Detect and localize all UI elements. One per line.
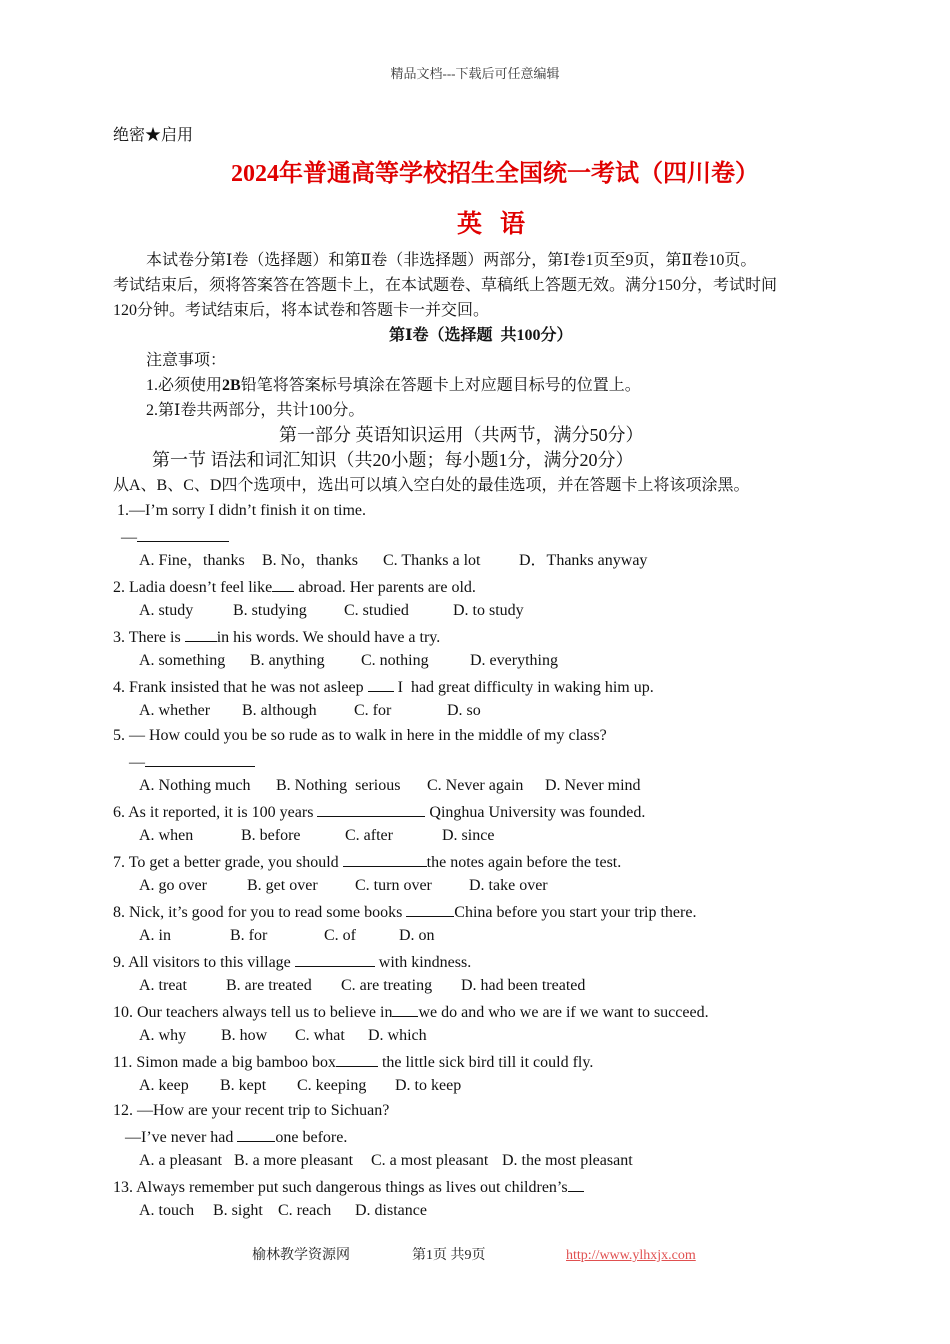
answer-blank <box>237 1126 275 1142</box>
question-4-stem-a: 4. Frank insisted that he was not asleep <box>113 679 368 696</box>
intro-line-2: 考试结束后，须将答案答在答题卡上，在本试题卷、草稿纸上答题无效。满分150分，考试时间 <box>113 277 778 294</box>
question-10-option-a: A. why <box>139 1027 187 1044</box>
question-2-stem-b: abroad. Her parents are old. <box>294 579 476 596</box>
question-1-option-b: B. No，thanks <box>262 552 359 569</box>
answer-blank <box>336 1051 378 1067</box>
question-12-option-d: D. the most pleasant <box>502 1152 633 1169</box>
answer-blank <box>185 626 217 642</box>
answer-blank <box>368 676 394 692</box>
question-1-option-d: D．Thanks anyway <box>519 552 648 569</box>
question-1-option-a: A. Fine，thanks <box>139 552 245 569</box>
question-7-stem-a: 7. To get a better grade, you should <box>113 854 343 871</box>
question-10-stem-b: we do and who we are if we want to succeed. <box>418 1004 709 1021</box>
question-7-option-d: D. take over <box>469 877 548 894</box>
question-3-stem <box>113 626 440 648</box>
question-13-stem-a: 13. Always remember put such dangerous things as lives out children’s <box>113 1179 568 1196</box>
question-13-stem <box>113 1176 584 1198</box>
question-2-option-b: B. studying <box>233 602 307 619</box>
question-11-option-d: D. to keep <box>395 1077 462 1094</box>
note-1-post: 铅笔将答案标号填涂在答题卡上对应题目标号的位置上。 <box>240 377 641 394</box>
question-2-option-d: D. to study <box>453 602 524 619</box>
question-6-option-d: D. since <box>442 827 495 844</box>
question-3-stem-b: in his words. We should have a try. <box>216 629 441 646</box>
question-7-stem-b: the notes again before the test. <box>426 854 622 871</box>
question-4-option-d: D. so <box>447 702 481 719</box>
question-8-stem-a: 8. Nick, it’s good for you to read some books <box>113 904 407 921</box>
question-9-option-d: D. had been treated <box>461 977 586 994</box>
question-3-option-b: B. anything <box>250 652 325 669</box>
question-10-option-d: D. which <box>368 1027 427 1044</box>
question-9-stem <box>113 951 471 973</box>
question-2-option-a: A. study <box>139 602 194 619</box>
question-4-stem-b: I had great difficulty in waking him up. <box>393 679 654 696</box>
question-9-option-a: A. treat <box>139 977 187 994</box>
exam-title: 2024年普通高等学校招生全国统一考试（四川卷） <box>231 161 759 187</box>
question-13-option-b: B. sight <box>213 1202 263 1219</box>
question-4-stem <box>113 676 654 698</box>
question-6-stem <box>113 801 645 823</box>
question-5-option-b: B. Nothing serious <box>276 777 401 794</box>
part1-heading: 第Ⅰ卷（选择题 共100分） <box>389 327 573 344</box>
question-2-stem <box>113 576 476 598</box>
section-1-heading: 第一部分 英语知识运用（共两节，满分50分） <box>279 425 644 445</box>
question-4-option-c: C. for <box>354 702 392 719</box>
question-12-reply-a: —I’ve never had <box>125 1129 238 1146</box>
question-12-reply <box>125 1126 347 1148</box>
question-5-stem: 5. — How could you be so rude as to walk in here in the middle of my class? <box>113 727 607 744</box>
question-3-option-d: D. everything <box>470 652 558 669</box>
question-7-option-b: B. get over <box>247 877 318 894</box>
question-12-option-b: B. a more pleasant <box>234 1152 354 1169</box>
note-2: 2.第Ⅰ卷共两部分，共计100分。 <box>146 402 365 419</box>
question-6-option-b: B. before <box>241 827 301 844</box>
footer-link[interactable]: http://www.ylhxjx.com <box>566 1248 696 1263</box>
question-8-stem-b: China before you start your trip there. <box>454 904 697 921</box>
question-9-stem-b: with kindness. <box>374 954 472 971</box>
question-11-option-b: B. kept <box>220 1077 267 1094</box>
intro-line-1: 本试卷分第Ⅰ卷（选择题）和第Ⅱ卷（非选择题）两部分，第Ⅰ卷1页至9页，第Ⅱ卷10页。 <box>146 252 757 269</box>
instruction: 从A、B、C、D四个选项中，选出可以填入空白处的最佳选项，并在答题卡上将该项涂黑。 <box>113 477 750 494</box>
note-1-pre: 1.必须使用 <box>146 377 223 394</box>
question-6-stem-a: 6. As it reported, it is 100 years <box>113 804 318 821</box>
question-8-option-a: A. in <box>139 927 171 944</box>
answer-blank <box>392 1001 418 1017</box>
footer-source: 榆林教学资源网 <box>252 1248 350 1263</box>
footer-page-number: 第1页 共9页 <box>412 1248 486 1263</box>
question-5-option-d: D. Never mind <box>545 777 641 794</box>
question-12-option-a: A. a pleasant <box>139 1152 223 1169</box>
question-2-option-c: C. studied <box>344 602 409 619</box>
answer-blank <box>343 851 427 867</box>
answer-blank <box>272 576 294 592</box>
question-4-option-a: A. whether <box>139 702 211 719</box>
question-2-stem-a: 2. Ladia doesn’t feel like <box>113 579 273 596</box>
question-4-option-b: B. although <box>242 702 317 719</box>
question-13-option-d: D. distance <box>355 1202 427 1219</box>
question-8-option-c: C. of <box>324 927 356 944</box>
question-12-reply-b: one before. <box>275 1129 348 1146</box>
question-6-stem-b: Qinghua University was founded. <box>425 804 646 821</box>
question-9-stem-a: 9. All visitors to this village <box>113 954 295 971</box>
question-5-dash: — <box>129 754 145 771</box>
question-1-dash: — <box>121 529 137 546</box>
question-12-option-c: C. a most pleasant <box>371 1152 489 1169</box>
question-8-stem <box>113 901 696 923</box>
answer-blank <box>317 801 425 817</box>
page-header: 精品文档---下载后可任意编辑 <box>390 66 560 81</box>
question-12-stem: 12. —How are your recent trip to Sichuan? <box>113 1102 390 1119</box>
question-9-option-b: B. are treated <box>226 977 312 994</box>
question-10-stem <box>113 1001 709 1023</box>
question-7-option-a: A. go over <box>139 877 207 894</box>
subject-title: 英语 <box>456 211 543 238</box>
question-3-stem-a: 3. There is <box>113 629 185 646</box>
question-8-option-b: B. for <box>230 927 268 944</box>
question-1-stem: 1.—I’m sorry I didn’t finish it on time. <box>117 502 367 519</box>
question-11-stem-b: the little sick bird till it could fly. <box>377 1054 594 1071</box>
answer-blank <box>145 751 255 767</box>
section-1-part-1-heading: 第一节 语法和词汇知识（共20小题；每小题1分，满分20分） <box>152 450 634 470</box>
notes-title: 注意事项： <box>146 352 227 369</box>
answer-blank <box>295 951 375 967</box>
question-11-option-a: A. keep <box>139 1077 189 1094</box>
question-9-option-c: C. are treating <box>341 977 433 994</box>
answer-blank <box>137 526 229 542</box>
question-10-option-c: C. what <box>295 1027 345 1044</box>
question-5-option-c: C. Never again <box>427 777 524 794</box>
question-5-option-a: A. Nothing much <box>139 777 251 794</box>
question-10-option-b: B. how <box>221 1027 268 1044</box>
question-6-option-a: A. when <box>139 827 194 844</box>
question-5-reply <box>129 751 255 773</box>
question-1-reply <box>121 526 229 548</box>
question-3-option-a: A. something <box>139 652 226 669</box>
answer-blank <box>568 1176 584 1192</box>
question-1-option-c: C. Thanks a lot <box>383 552 481 569</box>
question-11-stem-a: 11. Simon made a big bamboo box <box>113 1054 336 1071</box>
question-13-option-c: C. reach <box>278 1202 332 1219</box>
question-3-option-c: C. nothing <box>361 652 429 669</box>
question-7-option-c: C. turn over <box>355 877 432 894</box>
answer-blank <box>406 901 454 917</box>
note-1 <box>146 376 641 396</box>
intro-line-3: 120分钟。考试结束后，将本试卷和答题卡一并交回。 <box>113 302 490 319</box>
question-13-option-a: A. touch <box>139 1202 195 1219</box>
note-1-bold: 2B <box>222 377 241 394</box>
question-8-option-d: D. on <box>399 927 435 944</box>
question-11-option-c: C. keeping <box>297 1077 367 1094</box>
question-6-option-c: C. after <box>345 827 393 844</box>
secret-label: 绝密★启用 <box>113 127 194 144</box>
question-11-stem <box>113 1051 593 1073</box>
question-7-stem <box>113 851 621 873</box>
question-10-stem-a: 10. Our teachers always tell us to believe in <box>113 1004 393 1021</box>
